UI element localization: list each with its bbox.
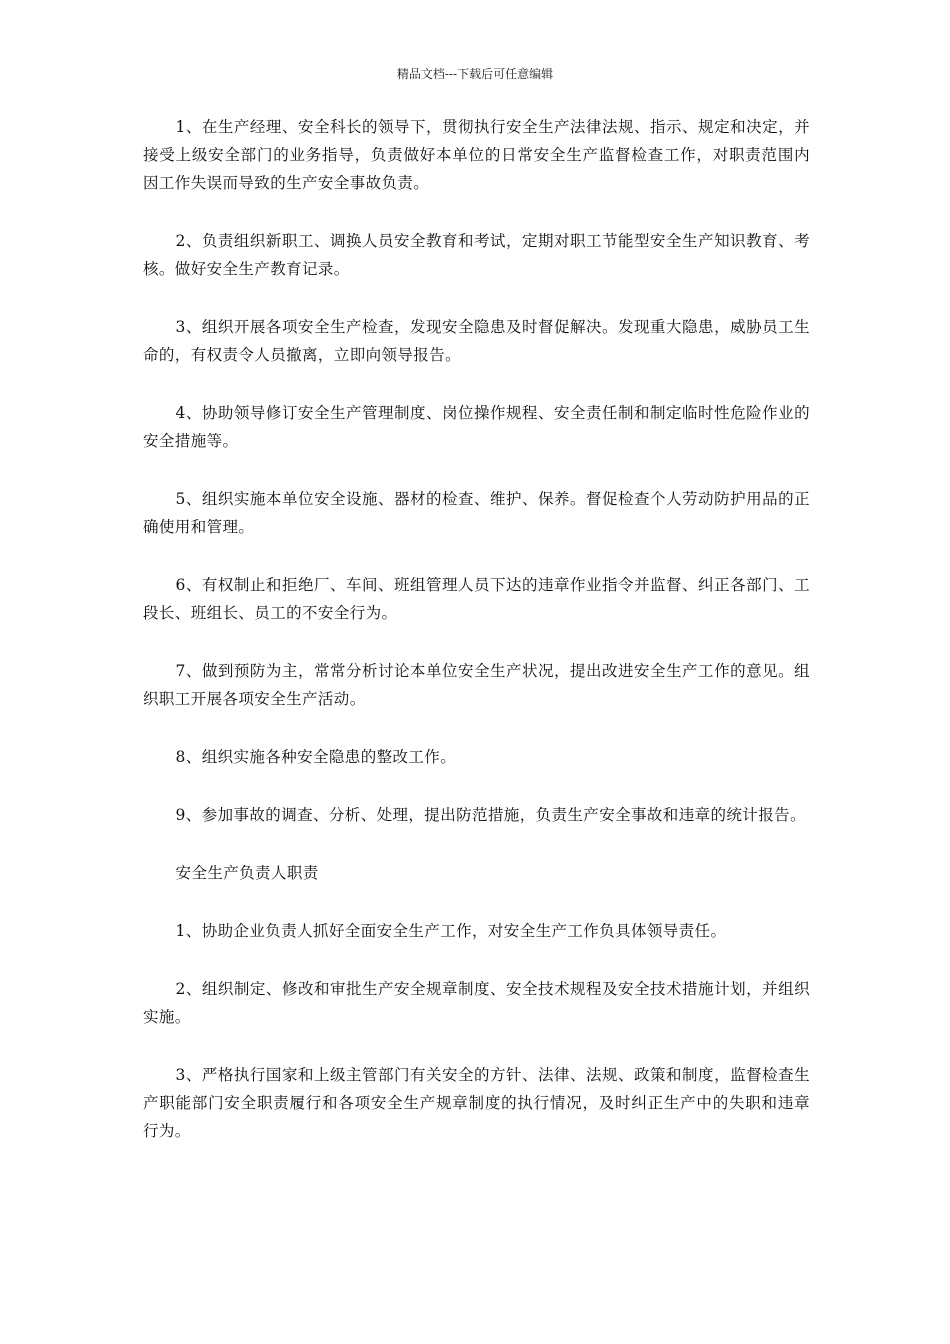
section-title: 安全生产负责人职责: [175, 864, 319, 882]
section-paragraph-2: 2、组织制定、修改和审批生产安全规章制度、安全技术规程及安全技术措施计划，并组织实施。: [143, 980, 810, 1026]
document-body: [143, 113, 810, 1175]
paragraph-1: 1、在生产经理、安全科长的领导下，贯彻执行安全生产法律法规、指示、规定和决定，并接受上级安全部门的业务指导，负责做好本单位的日常安全生产监督检查工作，对职责范围内因工作失误而导致的生产安全事故负责。: [143, 118, 810, 192]
paragraph-2: 2、负责组织新职工、调换人员安全教育和考试，定期对职工节能型安全生产知识教育、考核。做好安全生产教育记录。: [143, 232, 810, 278]
paragraph-9: 9、参加事故的调查、分析、处理，提出防范措施，负责生产安全事故和违章的统计报告。: [175, 806, 806, 824]
paragraph-5: 5、组织实施本单位安全设施、器材的检查、维护、保养。督促检查个人劳动防护用品的正确使用和管理。: [143, 490, 810, 536]
paragraph-8: 8、组织实施各种安全隐患的整改工作。: [175, 748, 457, 766]
paragraph-3: 3、组织开展各项安全生产检查，发现安全隐患及时督促解决。发现重大隐患，威胁员工生命的，有权责令人员撤离，立即向领导报告。: [143, 318, 810, 364]
page-header: 精品文档---下载后可任意编辑: [396, 67, 554, 81]
paragraph-7: 7、做到预防为主，常常分析讨论本单位安全生产状况，提出改进安全生产工作的意见。组织职工开展各项安全生产活动。: [143, 662, 810, 708]
paragraph-6: 6、有权制止和拒绝厂、车间、班组管理人员下达的违章作业指令并监督、纠正各部门、工段长、班组长、员工的不安全行为。: [143, 576, 810, 622]
paragraph-4: 4、协助领导修订安全生产管理制度、岗位操作规程、安全责任制和制定临时性危险作业的安全措施等。: [143, 404, 810, 450]
section-paragraph-1: 1、协助企业负责人抓好全面安全生产工作，对安全生产工作负具体领导责任。: [175, 922, 727, 940]
section-paragraph-3: 3、严格执行国家和上级主管部门有关安全的方针、法律、法规、政策和制度，监督检查生产职能部门安全职责履行和各项安全生产规章制度的执行情况，及时纠正生产中的失职和违章行为。: [143, 1066, 810, 1140]
